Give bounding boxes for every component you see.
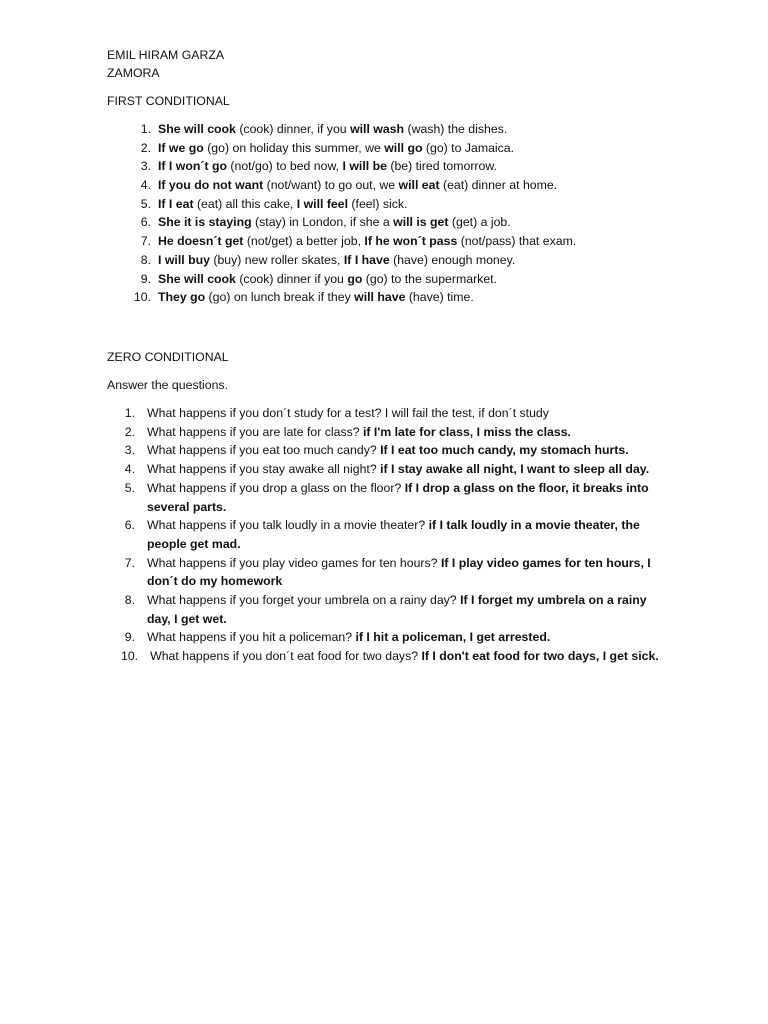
sentence-text: (not/go) to bed now,	[226, 159, 343, 174]
sentence-text: (feel) sick.	[348, 196, 408, 211]
sentence-text: (go) on lunch break if they	[205, 290, 355, 305]
zero-conditional-item	[121, 516, 661, 553]
answer-text: If I play video games for ten hours, I don´t do my homework	[147, 555, 651, 589]
item-number-text: 8.	[124, 593, 135, 608]
sentence-text: (get) a job.	[448, 215, 511, 230]
zero-conditional-item	[121, 460, 661, 479]
sentence-text: (wash) the dishes.	[404, 122, 508, 136]
sentence-text: (go) to the supermarket.	[362, 271, 497, 286]
sentence-text: (go) to Jamaica.	[422, 140, 515, 155]
first-conditional-list	[125, 120, 705, 307]
item-number-text: 3.	[124, 443, 135, 458]
item-sentence	[158, 288, 474, 307]
item-number: 7.	[140, 234, 151, 249]
item-number	[121, 554, 135, 591]
answer-verb: will eat	[398, 178, 440, 193]
item-sentence	[158, 213, 511, 232]
zero-conditional-title: ZERO CONDITIONAL	[107, 350, 229, 364]
sentence-text: (not/want) to go out, we	[263, 178, 399, 193]
item-qa	[147, 441, 661, 460]
question-text: What happens if you hit a policeman?	[147, 630, 353, 645]
item-number: 6.	[140, 215, 151, 230]
item-qa	[150, 647, 661, 666]
zero-conditional-item	[121, 441, 661, 460]
first-conditional-item	[125, 139, 705, 158]
answer-text: if I stay awake all night, I want to sleep all day.	[380, 462, 650, 477]
author-block	[107, 46, 224, 82]
question-text: What happens if you don´t study for a test?	[147, 406, 382, 420]
item-sentence	[158, 176, 557, 195]
sentence-text: (not/pass) that exam.	[457, 234, 577, 249]
item-number: 3.	[140, 159, 151, 174]
item-number-text: 5.	[124, 480, 135, 495]
answer-text: I will fail the test, if don´t study	[384, 406, 549, 420]
first-conditional-item	[125, 232, 705, 251]
item-number	[121, 404, 135, 423]
answer-text: If I eat too much candy, my stomach hurts.	[380, 443, 629, 458]
answer-text: If I forget my umbrela on a rainy day, I get wet.	[147, 593, 647, 626]
question-text: What happens if you talk loudly in a movie theater?	[147, 518, 426, 533]
sentence-text: (cook) dinner if you	[235, 271, 348, 286]
first-conditional-item	[125, 270, 705, 289]
item-sentence	[158, 232, 576, 251]
answer-text: if I hit a policeman, I get arrested.	[355, 630, 551, 645]
item-qa	[147, 423, 661, 442]
answer-text: if I'm late for class, I miss the class.	[363, 424, 571, 439]
question-text: What happens if you are late for class?	[147, 424, 360, 439]
item-sentence	[158, 139, 514, 158]
item-number	[121, 441, 135, 460]
item-sentence	[158, 120, 507, 139]
first-conditional-item	[125, 213, 705, 232]
answer-verb: She will cook	[158, 122, 236, 136]
item-qa	[147, 516, 661, 553]
item-sentence	[158, 251, 515, 270]
answer-verb: If he won´t pass	[364, 234, 458, 249]
answer-verb: I will be	[342, 159, 387, 174]
item-number: 4.	[140, 178, 151, 193]
item-sentence	[158, 157, 497, 176]
item-number-text: 6.	[124, 518, 135, 533]
item-qa	[147, 554, 661, 591]
item-number: 10.	[133, 290, 151, 305]
sentence-text: (have) time.	[405, 290, 474, 305]
first-conditional-item	[125, 157, 705, 176]
sentence-text: (stay) in London, if she a	[251, 215, 394, 230]
item-number-text: 9.	[124, 630, 135, 645]
author-name-line-1: EMIL HIRAM GARZA	[107, 48, 225, 62]
question-text: What happens if you forget your umbrela on a rainy day?	[147, 593, 457, 608]
answer-verb: If you do not want	[158, 178, 264, 193]
sentence-text: (not/get) a better job,	[243, 234, 365, 249]
item-number	[121, 647, 138, 666]
answer-verb: She will cook	[158, 271, 236, 286]
item-number	[121, 591, 135, 628]
answer-verb: go	[347, 271, 363, 286]
item-number-text: 4.	[124, 462, 135, 477]
item-sentence	[158, 195, 407, 214]
zero-conditional-item	[121, 591, 661, 628]
zero-conditional-item	[121, 628, 661, 647]
item-number: 5.	[140, 196, 151, 211]
first-conditional-item	[125, 176, 705, 195]
zero-conditional-list	[121, 404, 661, 666]
item-number	[121, 479, 135, 516]
sentence-text: (eat) dinner at home.	[439, 178, 558, 193]
item-qa	[147, 628, 661, 647]
sentence-text: (have) enough money.	[389, 252, 516, 267]
item-number	[121, 516, 135, 553]
item-qa	[147, 591, 661, 628]
answer-text: If I drop a glass on the floor, it breaks into several parts.	[147, 480, 649, 514]
question-text: What happens if you drop a glass on the floor?	[147, 480, 402, 495]
answer-verb: He doesn´t get	[158, 234, 244, 249]
zero-conditional-item	[121, 554, 661, 591]
answer-verb: will have	[354, 290, 406, 305]
answer-verb: will is get	[393, 215, 449, 230]
author-name-line-2: ZAMORA	[107, 66, 160, 80]
item-number-text: 1.	[124, 406, 135, 420]
item-number-text: 7.	[124, 555, 135, 570]
item-number-text: 2.	[124, 424, 135, 439]
question-text: What happens if you don´t eat food for two days?	[150, 649, 419, 664]
answer-text: If I don't eat food for two days, I get sick.	[421, 649, 659, 664]
sentence-text: (go) on holiday this summer, we	[203, 140, 385, 155]
answer-text: if I talk loudly in a movie theater, the people get mad.	[147, 518, 640, 551]
item-number: 1.	[140, 122, 151, 136]
answer-verb: If I have	[343, 252, 390, 267]
item-number-text: 10.	[121, 649, 139, 664]
zero-conditional-instruction: Answer the questions.	[107, 378, 228, 392]
item-number: 9.	[140, 271, 151, 286]
item-number: 8.	[140, 252, 151, 267]
answer-verb: I will buy	[158, 252, 210, 267]
sentence-text: (eat) all this cake,	[193, 196, 297, 211]
answer-verb: will wash	[350, 122, 405, 136]
item-qa	[147, 460, 661, 479]
answer-verb: I will feel	[296, 196, 349, 211]
item-sentence	[158, 270, 497, 289]
sentence-text: (be) tired tomorrow.	[386, 159, 497, 174]
zero-conditional-item	[121, 423, 661, 442]
item-number	[121, 423, 135, 442]
answer-verb: She it is staying	[158, 215, 252, 230]
sentence-text: (cook) dinner, if you	[235, 122, 351, 136]
first-conditional-item	[125, 251, 705, 270]
item-qa	[147, 479, 661, 516]
question-text: What happens if you stay awake all night?	[147, 462, 377, 477]
answer-verb: will go	[384, 140, 423, 155]
zero-conditional-item	[121, 647, 661, 666]
answer-verb: If we go	[158, 140, 204, 155]
question-text: What happens if you play video games for ten hours?	[147, 555, 438, 570]
answer-verb: They go	[158, 290, 206, 305]
answer-verb: If I eat	[158, 196, 194, 211]
answer-verb: If I won´t go	[158, 159, 227, 174]
item-number	[121, 460, 135, 479]
question-text: What happens if you eat too much candy?	[147, 443, 377, 458]
sentence-text: (buy) new roller skates,	[209, 252, 344, 267]
first-conditional-title: FIRST CONDITIONAL	[107, 94, 230, 108]
item-number: 2.	[140, 140, 151, 155]
first-conditional-item	[125, 195, 705, 214]
zero-conditional-item	[121, 479, 661, 516]
item-qa	[147, 404, 661, 423]
first-conditional-item	[125, 288, 705, 307]
first-conditional-item	[125, 120, 705, 139]
item-number	[121, 628, 135, 647]
zero-conditional-item	[121, 404, 661, 423]
